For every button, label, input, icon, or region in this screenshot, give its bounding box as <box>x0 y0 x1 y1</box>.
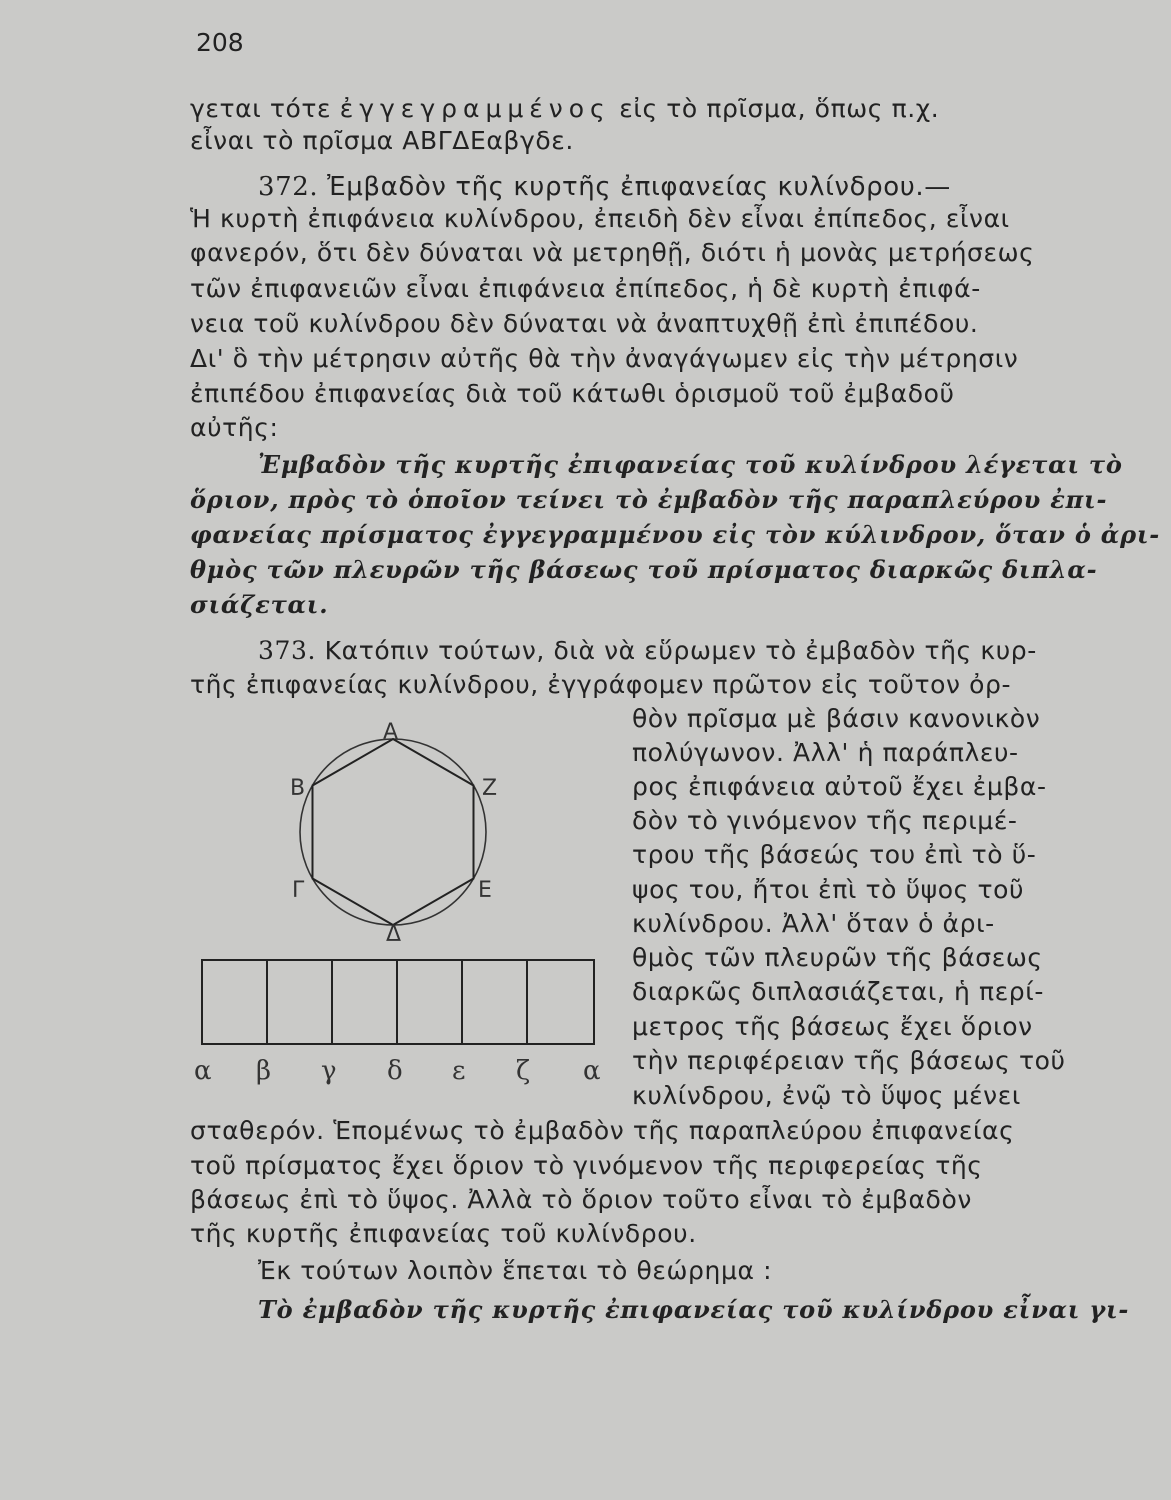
developed-prism-strip-figure <box>190 955 610 1095</box>
vertex-label-D: Δ <box>386 922 402 945</box>
strip-label: α <box>583 1056 601 1086</box>
definition-line: ὅριον, πρὸς τὸ ὁποῖον τείνει τὸ ἐμβαδὸν τῆς παραπλεύρου ἐπι- <box>190 485 1108 514</box>
text-span: γεται τότε <box>190 94 340 123</box>
definition-line: Ἐμβαδὸν τῆς κυρτῆς ἐπιφανείας τοῦ κυλίνδρου λέγεται τὸ <box>258 450 1123 479</box>
section-373-first-line <box>258 634 1122 668</box>
vertex-label-Z: Ζ <box>482 776 498 801</box>
text-line: Ἡ κυρτὴ ἐπιφάνεια κυλίνδρου, ἐπειδὴ δὲν εἶναι ἐπίπεδος, εἶναι <box>190 204 1010 233</box>
text-span: Κατόπιν τούτων, διὰ νὰ εὕρωμεν τὸ ἐμβαδὸν τῆς κυρ- <box>316 636 1037 665</box>
page-number: 208 <box>196 28 244 57</box>
text-line: τοῦ πρίσματος ἔχει ὅριον τὸ γινόμενον τῆς περιφερείας τῆς <box>190 1151 983 1180</box>
column-line: κυλίνδρου. Ἀλλ' ὅταν ὁ ἀρι- <box>632 909 995 938</box>
text-span: εἰς τὸ πρῖσμα, ὅπως π.χ. <box>610 94 940 123</box>
strip-label: β <box>256 1056 272 1086</box>
column-line: κυλίνδρου, ἐνῷ τὸ ὕψος μένει <box>632 1081 1021 1110</box>
column-line: πολύγωνον. Ἀλλ' ἡ παράπλευ- <box>632 738 1019 767</box>
strip-label: ζ <box>516 1056 531 1086</box>
strip-label: α <box>194 1056 212 1086</box>
column-line: δὸν τὸ γινόμενον τῆς περιμέ- <box>632 806 1018 835</box>
text-line: τῆς κυρτῆς ἐπιφανείας τοῦ κυλίνδρου. <box>190 1219 697 1248</box>
text-line: σταθερόν. Ἑπομένως τὸ ἐμβαδὸν τῆς παραπλεύρου ἐπιφανείας <box>190 1116 1015 1145</box>
section-title: Ἐμβαδὸν τῆς κυρτῆς ἐπιφανείας κυλίνδρου.— <box>318 172 951 202</box>
vertex-label-E: Ε <box>478 878 492 903</box>
column-line: ψος του, ἤτοι ἐπὶ τὸ ὕψος τοῦ <box>632 875 1025 904</box>
strip-label: δ <box>387 1056 403 1086</box>
definition-line: θμὸς τῶν πλευρῶν τῆς βάσεως τοῦ πρίσματος διαρκῶς διπλα- <box>190 555 1098 584</box>
section-number: 372. <box>258 172 319 202</box>
column-line: διαρκῶς διπλασιάζεται, ἡ περί- <box>632 977 1044 1006</box>
column-line: μετρος τῆς βάσεως ἔχει ὅριον <box>632 1012 1033 1041</box>
column-line: θὸν πρῖσμα μὲ βάσιν κανονικὸν <box>632 704 1041 733</box>
strip-label: γ <box>321 1056 337 1086</box>
theorem-line: Τὸ ἐμβαδὸν τῆς κυρτῆς ἐπιφανείας τοῦ κυλίνδρου εἶναι γι- <box>258 1295 1130 1324</box>
column-line: ρος ἐπιφάνεια αὐτοῦ ἔχει ἐμβα- <box>632 772 1047 801</box>
text-line: βάσεως ἐπὶ τὸ ὕψος. Ἀλλὰ τὸ ὅριον τοῦτο εἶναι τὸ ἐμβαδὸν <box>190 1185 972 1214</box>
column-line: τρου τῆς βάσεώς του ἐπὶ τὸ ὕ- <box>632 840 1037 869</box>
base-circle <box>300 739 486 925</box>
column-line: θμὸς τῶν πλευρῶν τῆς βάσεως <box>632 943 1043 972</box>
section-372-heading <box>258 170 1171 204</box>
definition-line: φανείας πρίσματος ἐγγεγραμμένου εἰς τὸν κύλινδρον, ὅταν ὁ ἀρι- <box>190 520 1161 549</box>
text-line: φανερόν, ὅτι δὲν δύναται νὰ μετρηθῇ, διότι ἡ μονὰς μετρήσεως <box>190 238 1035 267</box>
vertex-label-B: Β <box>290 776 306 801</box>
section-number: 373. <box>258 636 317 665</box>
text-line: Ἐκ τούτων λοιπὸν ἕπεται τὸ θεώρημα : <box>258 1256 773 1285</box>
definition-line: σιάζεται. <box>190 590 329 619</box>
column-line: τὴν περιφέρειαν τῆς βάσεως τοῦ <box>632 1046 1066 1075</box>
inscribed-hexagon-figure <box>280 715 510 945</box>
text-line: Δι' ὃ τὴν μέτρησιν αὐτῆς θὰ τὴν ἀναγάγωμεν εἰς τὴν μέτρησιν <box>190 344 1019 373</box>
emphasized-term: ἐγγεγραμμένος <box>339 94 611 123</box>
strip-label: ε <box>452 1056 466 1086</box>
hexagon <box>313 739 474 925</box>
text-line: τῶν ἐπιφανειῶν εἶναι ἐπιφάνεια ἐπίπεδος, ἡ δὲ κυρτὴ ἐπιφά- <box>190 274 981 303</box>
text-line <box>190 92 1122 126</box>
text-line: νεια τοῦ κυλίνδρου δὲν δύναται νὰ ἀναπτυχθῇ ἐπὶ ἐπιπέδου. <box>190 309 979 338</box>
text-line: τῆς ἐπιφανείας κυλίνδρου, ἐγγράφομεν πρῶτον εἰς τοῦτον ὀρ- <box>190 670 1012 699</box>
vertex-label-G: Γ <box>292 878 305 903</box>
vertex-label-A: Α <box>383 720 399 745</box>
text-line: αὐτῆς: <box>190 413 279 442</box>
text-line: ἐπιπέδου ἐπιφανείας διὰ τοῦ κάτωθι ὁρισμοῦ τοῦ ἐμβαδοῦ <box>190 379 955 408</box>
text-line: εἶναι τὸ πρῖσμα ΑΒΓΔΕαβγδε. <box>190 126 574 155</box>
